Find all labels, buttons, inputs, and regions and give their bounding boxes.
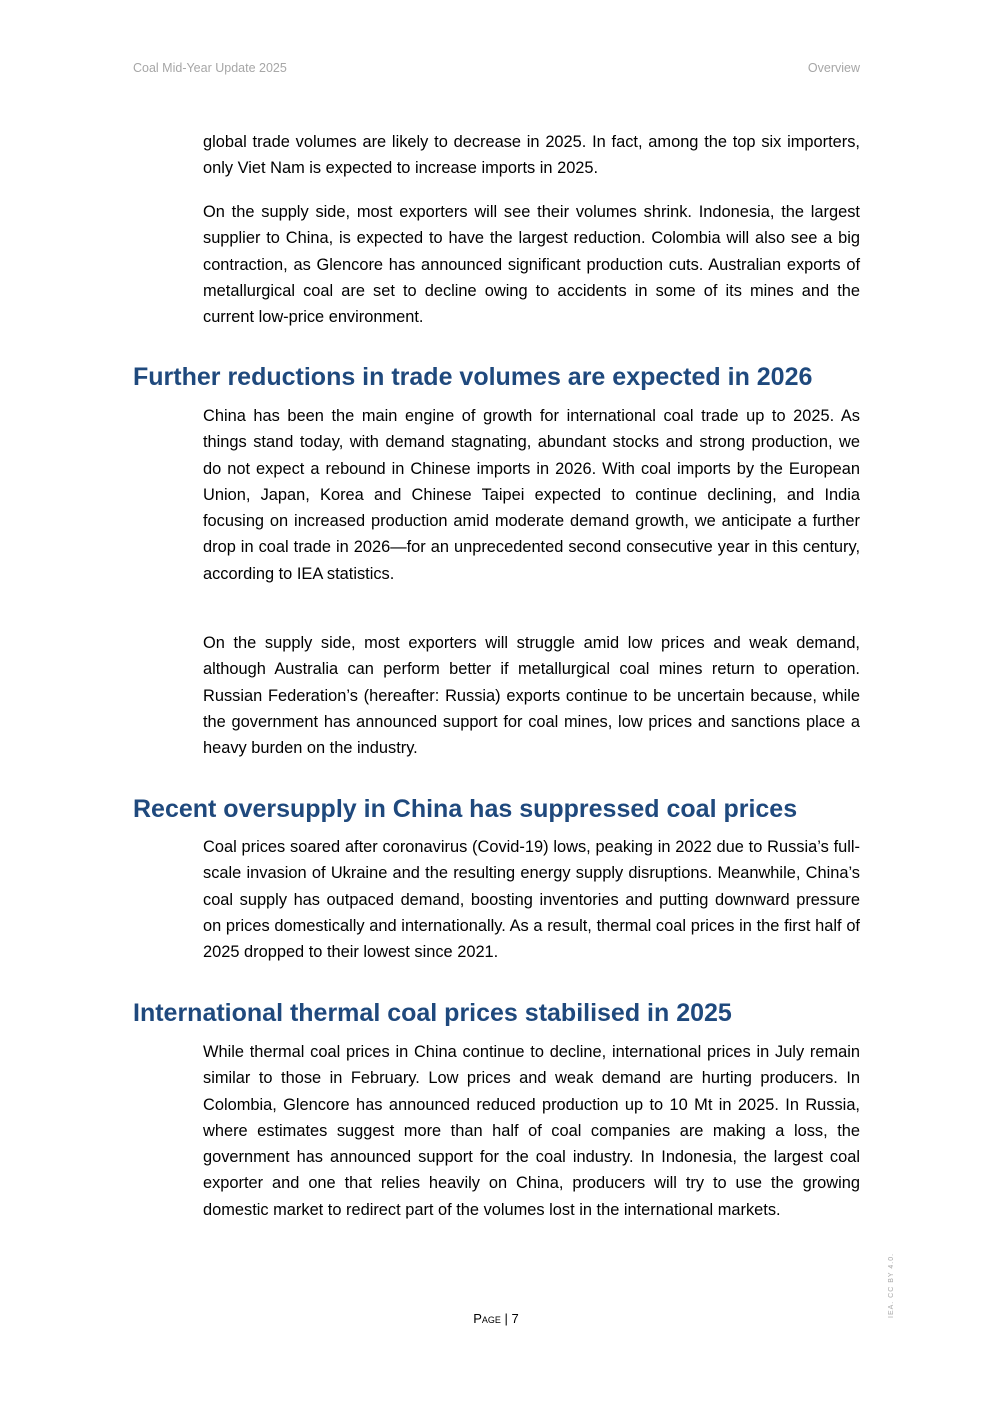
section-heading: International thermal coal prices stabilised in 2025 — [133, 999, 732, 1027]
header-title: Coal Mid-Year Update 2025 — [133, 61, 287, 75]
page-number: 7 — [511, 1311, 519, 1326]
paragraph: China has been the main engine of growth for international coal trade up to 2025. As things stand today, with demand stagnating, abundant stocks and strong production, we do not expect a rebound in Chinese imports in 2026. With coal imports by the European Union, Japan, Korea and Chinese Taipei expected to continue declining, and India focusing on increased production amid moderate demand growth, we anticipate a further drop in coal trade in 2026—for an unprecedented second consecutive year in this century, according to IEA statistics. — [203, 407, 860, 583]
paragraph: While thermal coal prices in China continue to decline, international prices in July remain similar to those in February. Low prices and weak demand are hurting producers. In Colombia, Glencore has announced reduced production up to 10 Mt in 2025. In Russia, where estimates suggest more than half of coal companies are making a loss, the government has announced support for the coal industry. In Indonesia, the largest coal exporter and one that relies heavily on China, producers will try to use the growing domestic market to redirect part of the volumes lost in the international markets. — [203, 1043, 860, 1219]
section-heading: Recent oversupply in China has suppressed coal prices — [133, 795, 798, 823]
page-label: Page — [473, 1311, 501, 1326]
paragraph: Coal prices soared after coronavirus (Covid-19) lows, peaking in 2022 due to Russia’s full-scale invasion of Ukraine and the resulting energy supply disruptions. Meanwhile, China’s coal supply has outpaced demand, boosting inventories and putting downward pressure on prices domestically and internationally. As a result, thermal coal prices in the first half of 2025 dropped to their lowest since 2021. — [203, 838, 860, 962]
header-section: Overview — [807, 61, 860, 75]
intro-paragraph-1 — [203, 129, 860, 182]
paragraph: On the supply side, most exporters will see their volumes shrink. Indonesia, the largest supplier to China, is expected to have the largest reduction. Colombia will also see a big contraction, as Glencore has announced significant production cuts. Australian exports of metallurgical coal are set to decline owing to accidents in some of its mines and the current low-price environment. — [203, 203, 860, 327]
paragraph: On the supply side, most exporters will struggle amid low prices and weak demand, although Australia can perform better if metallurgical coal mines return to operation. Russian Federation’s (hereafter: Russia) exports continue to be uncertain because, while the government has announced support for coal mines, low prices and sanctions place a heavy burden on the industry. — [203, 634, 860, 758]
page-separator: | — [500, 1311, 512, 1326]
page-footer — [0, 1311, 992, 1326]
paragraph: global trade volumes are likely to decrease in 2025. In fact, among the top six importers, only Viet Nam is expected to increase imports in 2025. — [203, 133, 860, 178]
section-heading: Further reductions in trade volumes are expected in 2026 — [133, 363, 813, 391]
license-note: IEA. CC BY 4.0. — [888, 1252, 895, 1318]
intro-paragraph-2 — [203, 199, 860, 330]
